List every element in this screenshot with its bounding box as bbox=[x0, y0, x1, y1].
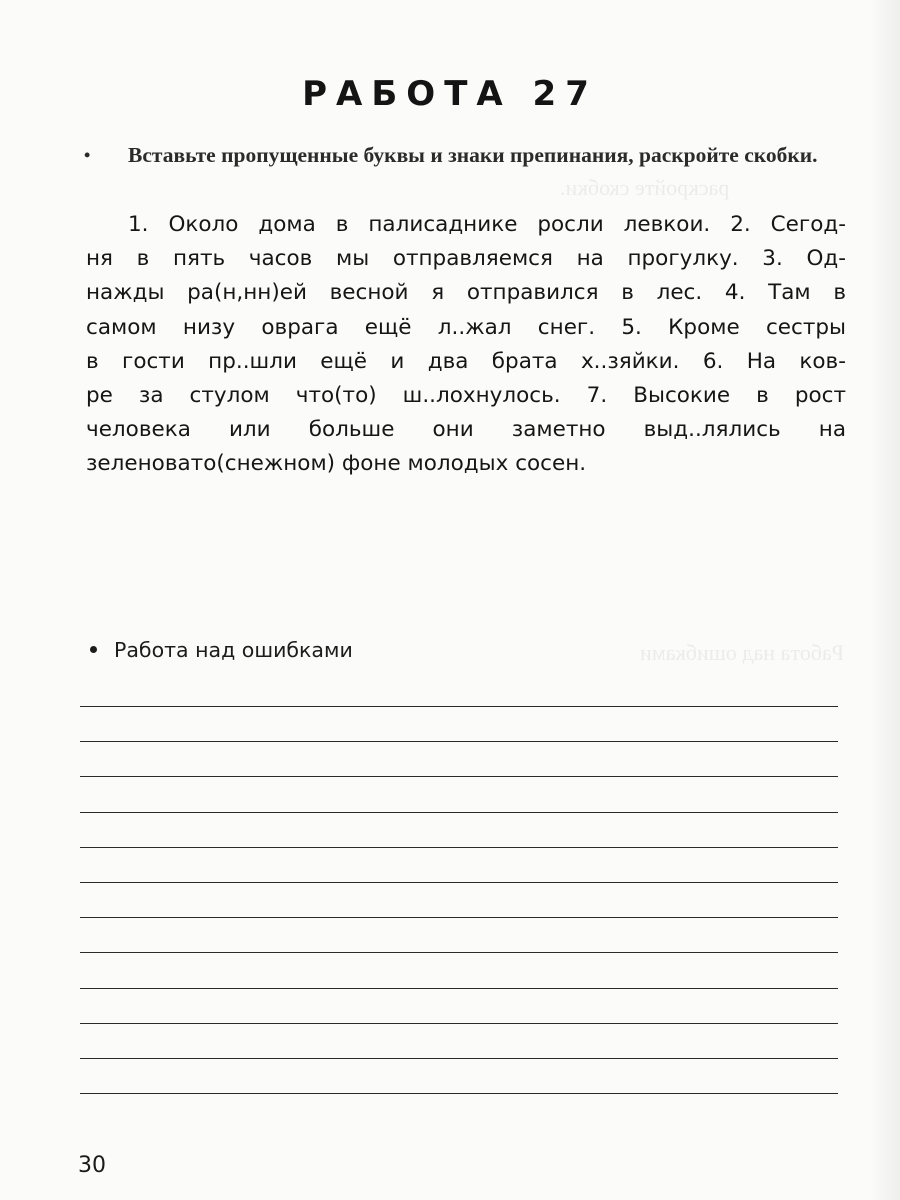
writing-line[interactable] bbox=[80, 812, 838, 813]
writing-line[interactable] bbox=[80, 988, 838, 989]
writing-line[interactable] bbox=[80, 882, 838, 883]
exercise-line: ре за стулом что(то) ш..лохнулось. 7. Высокие в рост bbox=[86, 383, 846, 409]
exercise-line: самом низу оврага ещё л..жал снег. 5. Кроме сестры bbox=[86, 314, 846, 340]
exercise-line: человека или больше они заметно выд..лялись на bbox=[86, 417, 846, 443]
instruction bbox=[86, 140, 846, 171]
exercise-line: в гости пр..шли ещё и два брата х..зяйки. 6. На ков- bbox=[86, 348, 846, 374]
writing-line[interactable] bbox=[80, 1023, 838, 1024]
errors-section-heading bbox=[90, 638, 353, 662]
writing-lines-area[interactable] bbox=[80, 706, 838, 1128]
writing-line[interactable] bbox=[80, 1058, 838, 1059]
errors-heading-label: Работа над ошибками bbox=[114, 638, 353, 662]
writing-line[interactable] bbox=[80, 741, 838, 742]
writing-line[interactable] bbox=[80, 776, 838, 777]
writing-line[interactable] bbox=[80, 847, 838, 848]
exercise-line: ня в пять часов мы отправляемся на прогулку. 3. Од- bbox=[86, 246, 846, 272]
bleed-through: Работа над ошибками bbox=[640, 640, 845, 665]
bleed-through: раскройте скобки. bbox=[560, 175, 730, 200]
exercise-line: 1. Около дома в палисаднике росли левкои. 2. Сегод- bbox=[128, 212, 846, 237]
writing-line[interactable] bbox=[80, 952, 838, 953]
instruction-text: Вставьте пропущенные буквы и знаки препинания, раскройте скобки. bbox=[128, 143, 818, 167]
exercise-text bbox=[86, 208, 846, 482]
page-title: РАБОТА 27 bbox=[302, 74, 598, 114]
writing-line[interactable] bbox=[80, 1093, 838, 1094]
bullet-icon bbox=[90, 646, 97, 653]
page-edge-shadow bbox=[870, 0, 900, 1200]
instruction-bullet: • bbox=[84, 145, 91, 165]
writing-line[interactable] bbox=[80, 706, 838, 707]
exercise-line: нажды ра(н,нн)ей весной я отправился в лес. 4. Там в bbox=[86, 280, 846, 306]
exercise-line: зеленовато(снежном) фоне молодых сосен. bbox=[86, 451, 587, 477]
writing-line[interactable] bbox=[80, 917, 838, 918]
page-number: 30 bbox=[78, 1153, 106, 1178]
